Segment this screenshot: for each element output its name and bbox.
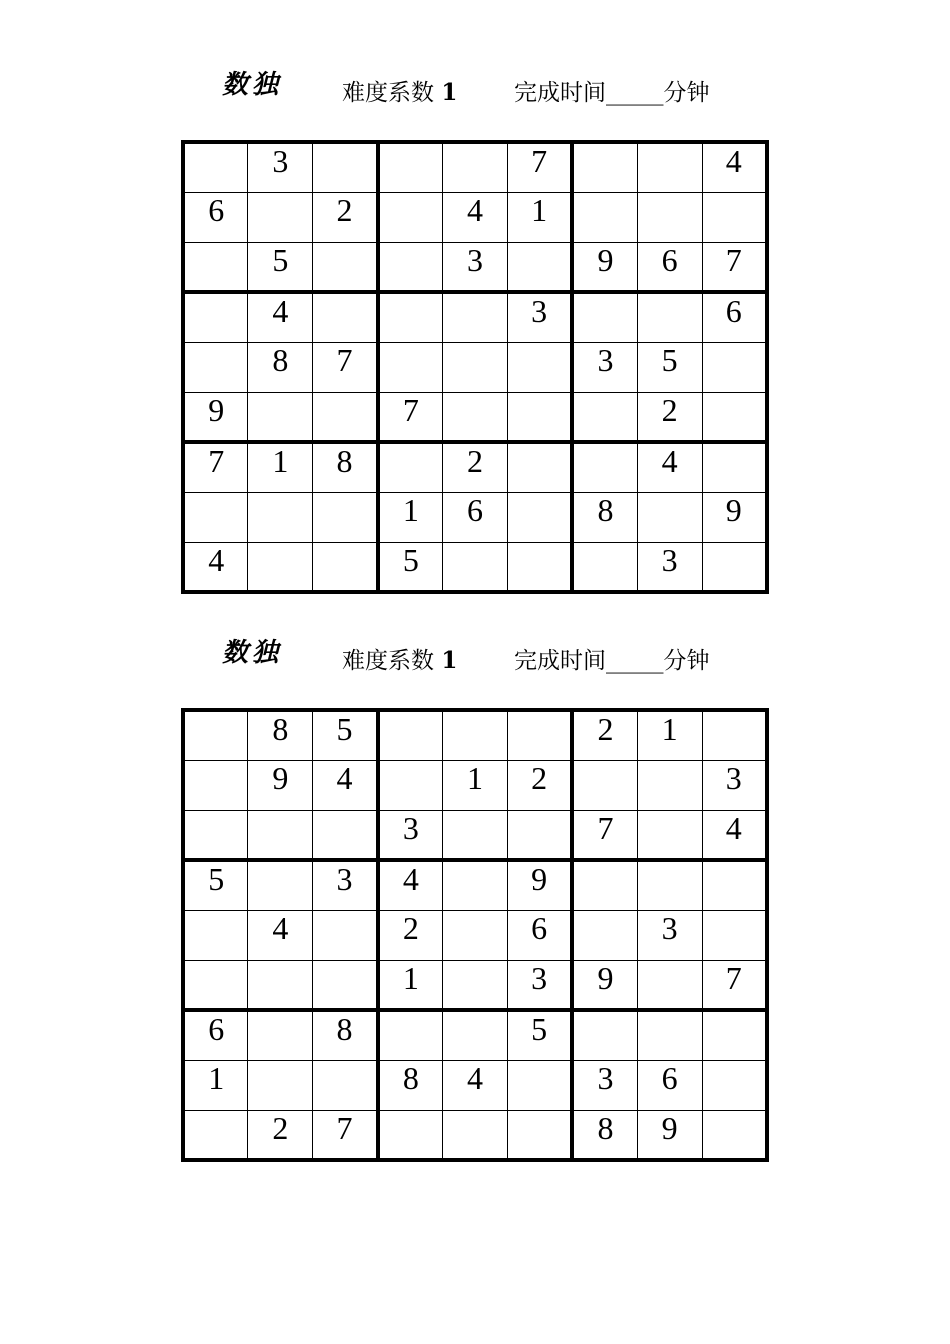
grid-cell[interactable] bbox=[572, 292, 637, 342]
grid-row bbox=[183, 342, 767, 392]
grid-cell[interactable] bbox=[183, 442, 248, 492]
cell-digit: 5 bbox=[402, 541, 419, 578]
grid-row bbox=[183, 392, 767, 442]
grid-cell[interactable] bbox=[507, 710, 572, 760]
cell-digit: 7 bbox=[336, 1109, 353, 1146]
grid-cell[interactable] bbox=[507, 1060, 572, 1110]
cell-digit: 9 bbox=[597, 959, 614, 996]
grid-cell[interactable] bbox=[507, 242, 572, 292]
grid-cell[interactable] bbox=[183, 860, 248, 910]
grid-cell[interactable] bbox=[637, 142, 702, 192]
grid-row bbox=[183, 192, 767, 242]
cell-digit: 3 bbox=[597, 1059, 614, 1096]
grid-cell[interactable] bbox=[572, 192, 637, 242]
completion-time-label: 完成时间_____分钟 bbox=[514, 80, 710, 106]
grid-cell[interactable] bbox=[183, 542, 248, 592]
grid-cell[interactable] bbox=[313, 242, 378, 292]
grid-cell[interactable] bbox=[378, 492, 443, 542]
grid-cell[interactable] bbox=[313, 192, 378, 242]
grid-cell[interactable] bbox=[702, 710, 767, 760]
cell-digit: 2 bbox=[336, 191, 353, 228]
grid-cell[interactable] bbox=[702, 242, 767, 292]
grid-cell[interactable] bbox=[313, 342, 378, 392]
cell-digit: 7 bbox=[336, 341, 353, 378]
grid-cell[interactable] bbox=[443, 1110, 508, 1160]
grid-cell[interactable] bbox=[572, 960, 637, 1010]
grid-cell[interactable] bbox=[378, 542, 443, 592]
grid-cell[interactable] bbox=[443, 192, 508, 242]
grid-cell[interactable] bbox=[507, 860, 572, 910]
cell-digit: 4 bbox=[272, 909, 289, 946]
difficulty-label bbox=[342, 74, 457, 107]
grid-cell[interactable] bbox=[378, 1060, 443, 1110]
cell-digit: 9 bbox=[208, 391, 225, 428]
completion-time-label: 完成时间_____分钟 bbox=[514, 648, 710, 674]
grid-cell[interactable] bbox=[507, 342, 572, 392]
grid-cell[interactable] bbox=[572, 910, 637, 960]
grid-cell[interactable] bbox=[378, 192, 443, 242]
grid-cell[interactable] bbox=[378, 142, 443, 192]
grid-cell[interactable] bbox=[702, 1010, 767, 1060]
grid-cell[interactable] bbox=[702, 860, 767, 910]
difficulty-value: 1 bbox=[441, 647, 458, 674]
cell-digit: 6 bbox=[208, 191, 225, 228]
grid-row bbox=[183, 1110, 767, 1160]
grid-cell[interactable] bbox=[443, 142, 508, 192]
grid-cell[interactable] bbox=[248, 292, 313, 342]
grid-cell[interactable] bbox=[572, 1110, 637, 1160]
grid-cell[interactable] bbox=[183, 960, 248, 1010]
grid-cell[interactable] bbox=[248, 910, 313, 960]
puzzle-header bbox=[0, 64, 950, 114]
grid-cell[interactable] bbox=[637, 960, 702, 1010]
grid-cell[interactable] bbox=[313, 910, 378, 960]
grid-cell[interactable] bbox=[637, 492, 702, 542]
grid-cell[interactable] bbox=[572, 392, 637, 442]
cell-digit: 3 bbox=[661, 909, 678, 946]
grid-cell[interactable] bbox=[507, 810, 572, 860]
difficulty-text: 难度系数 bbox=[342, 648, 434, 674]
grid-cell[interactable] bbox=[637, 810, 702, 860]
grid-cell[interactable] bbox=[637, 860, 702, 910]
grid-cell[interactable] bbox=[637, 442, 702, 492]
cell-digit: 7 bbox=[402, 391, 419, 428]
grid-cell[interactable] bbox=[248, 542, 313, 592]
grid-cell[interactable] bbox=[248, 1060, 313, 1110]
grid-cell[interactable] bbox=[183, 1060, 248, 1110]
grid-cell[interactable] bbox=[702, 342, 767, 392]
grid-cell[interactable] bbox=[702, 142, 767, 192]
grid-cell[interactable] bbox=[443, 542, 508, 592]
cell-digit: 1 bbox=[402, 959, 419, 996]
sudoku-grid bbox=[181, 140, 769, 594]
cell-digit: 6 bbox=[661, 1059, 678, 1096]
grid-cell[interactable] bbox=[507, 192, 572, 242]
cell-digit: 8 bbox=[597, 1109, 614, 1146]
grid-row bbox=[183, 710, 767, 760]
grid-cell[interactable] bbox=[378, 910, 443, 960]
grid-cell[interactable] bbox=[507, 760, 572, 810]
grid-cell[interactable] bbox=[378, 442, 443, 492]
grid-cell[interactable] bbox=[702, 1060, 767, 1110]
grid-cell[interactable] bbox=[183, 492, 248, 542]
grid-cell[interactable] bbox=[702, 810, 767, 860]
grid-cell[interactable] bbox=[443, 1010, 508, 1060]
grid-cell[interactable] bbox=[637, 1010, 702, 1060]
grid-cell[interactable] bbox=[572, 442, 637, 492]
cell-digit: 3 bbox=[272, 143, 289, 179]
puzzle-title: 数独 bbox=[222, 638, 283, 668]
grid-cell[interactable] bbox=[443, 960, 508, 1010]
grid-cell[interactable] bbox=[507, 1110, 572, 1160]
cell-digit: 9 bbox=[272, 759, 289, 796]
grid-cell[interactable] bbox=[313, 760, 378, 810]
grid-cell[interactable] bbox=[248, 860, 313, 910]
cell-digit: 1 bbox=[208, 1059, 225, 1096]
grid-cell[interactable] bbox=[637, 760, 702, 810]
grid-cell[interactable] bbox=[702, 292, 767, 342]
grid-row bbox=[183, 442, 767, 492]
grid-cell[interactable] bbox=[572, 710, 637, 760]
cell-digit: 7 bbox=[725, 959, 742, 996]
cell-digit: 4 bbox=[466, 191, 483, 228]
cell-digit: 3 bbox=[466, 241, 483, 278]
cell-digit: 7 bbox=[597, 809, 614, 846]
grid-cell[interactable] bbox=[702, 542, 767, 592]
cell-digit: 4 bbox=[208, 541, 225, 578]
grid-cell[interactable] bbox=[248, 192, 313, 242]
grid-cell[interactable] bbox=[183, 142, 248, 192]
grid-cell[interactable] bbox=[702, 910, 767, 960]
cell-digit: 3 bbox=[531, 959, 548, 996]
cell-digit: 6 bbox=[466, 491, 483, 528]
grid-cell[interactable] bbox=[378, 292, 443, 342]
grid-cell[interactable] bbox=[637, 1110, 702, 1160]
cell-digit: 8 bbox=[336, 443, 353, 479]
grid-cell[interactable] bbox=[313, 542, 378, 592]
grid-cell[interactable] bbox=[313, 142, 378, 192]
grid-cell[interactable] bbox=[183, 710, 248, 760]
grid-cell[interactable] bbox=[443, 292, 508, 342]
cell-digit: 1 bbox=[661, 711, 678, 747]
cell-digit: 1 bbox=[466, 759, 483, 796]
cell-digit: 1 bbox=[402, 491, 419, 528]
grid-cell[interactable] bbox=[572, 542, 637, 592]
grid-cell[interactable] bbox=[313, 710, 378, 760]
grid-cell[interactable] bbox=[572, 760, 637, 810]
cell-digit: 3 bbox=[336, 861, 353, 897]
puzzle-header bbox=[0, 632, 950, 682]
grid-cell[interactable] bbox=[637, 710, 702, 760]
grid-cell[interactable] bbox=[443, 810, 508, 860]
grid-row bbox=[183, 492, 767, 542]
grid-cell[interactable] bbox=[248, 242, 313, 292]
grid-cell[interactable] bbox=[637, 342, 702, 392]
grid-cell[interactable] bbox=[443, 492, 508, 542]
grid-cell[interactable] bbox=[313, 960, 378, 1010]
grid-cell[interactable] bbox=[248, 760, 313, 810]
grid-cell[interactable] bbox=[183, 392, 248, 442]
cell-digit: 6 bbox=[661, 241, 678, 278]
grid-cell[interactable] bbox=[507, 910, 572, 960]
grid-cell[interactable] bbox=[313, 392, 378, 442]
grid-cell[interactable] bbox=[248, 810, 313, 860]
grid-cell[interactable] bbox=[443, 710, 508, 760]
grid-cell[interactable] bbox=[443, 442, 508, 492]
grid-cell[interactable] bbox=[313, 492, 378, 542]
cell-digit: 3 bbox=[661, 541, 678, 578]
grid-cell[interactable] bbox=[378, 960, 443, 1010]
grid-cell[interactable] bbox=[637, 1060, 702, 1110]
cell-digit: 3 bbox=[597, 341, 614, 378]
cell-digit: 4 bbox=[336, 759, 353, 796]
grid-cell[interactable] bbox=[183, 760, 248, 810]
grid-cell[interactable] bbox=[507, 1010, 572, 1060]
grid-cell[interactable] bbox=[248, 442, 313, 492]
grid-row bbox=[183, 860, 767, 910]
cell-digit: 3 bbox=[402, 809, 419, 846]
difficulty-value: 1 bbox=[441, 79, 458, 106]
cell-digit: 7 bbox=[531, 143, 548, 179]
cell-digit: 4 bbox=[402, 861, 419, 897]
cell-digit: 5 bbox=[661, 341, 678, 378]
grid-row bbox=[183, 960, 767, 1010]
grid-cell[interactable] bbox=[443, 860, 508, 910]
cell-digit: 1 bbox=[272, 443, 289, 479]
grid-cell[interactable] bbox=[183, 910, 248, 960]
grid-cell[interactable] bbox=[702, 392, 767, 442]
cell-digit: 5 bbox=[531, 1011, 548, 1047]
grid-cell[interactable] bbox=[572, 342, 637, 392]
grid-cell[interactable] bbox=[702, 192, 767, 242]
difficulty-label bbox=[342, 642, 457, 675]
grid-cell[interactable] bbox=[378, 760, 443, 810]
cell-digit: 9 bbox=[725, 491, 742, 528]
grid-cell[interactable] bbox=[507, 492, 572, 542]
puzzle-title: 数独 bbox=[222, 70, 283, 100]
grid-row bbox=[183, 760, 767, 810]
grid-cell[interactable] bbox=[248, 392, 313, 442]
cell-digit: 8 bbox=[402, 1059, 419, 1096]
difficulty-text: 难度系数 bbox=[342, 80, 434, 106]
grid-cell[interactable] bbox=[637, 910, 702, 960]
grid-cell[interactable] bbox=[572, 142, 637, 192]
grid-cell[interactable] bbox=[443, 242, 508, 292]
grid-cell[interactable] bbox=[183, 810, 248, 860]
cell-digit: 8 bbox=[272, 711, 289, 747]
cell-digit: 5 bbox=[336, 711, 353, 747]
grid-cell[interactable] bbox=[378, 342, 443, 392]
grid-cell[interactable] bbox=[378, 1010, 443, 1060]
grid-cell[interactable] bbox=[572, 860, 637, 910]
grid-row bbox=[183, 1010, 767, 1060]
cell-digit: 4 bbox=[725, 809, 742, 846]
grid-cell[interactable] bbox=[572, 242, 637, 292]
grid-cell[interactable] bbox=[443, 342, 508, 392]
grid-cell[interactable] bbox=[507, 442, 572, 492]
grid-cell[interactable] bbox=[183, 292, 248, 342]
cell-digit: 4 bbox=[272, 293, 289, 329]
cell-digit: 4 bbox=[725, 143, 742, 179]
grid-cell[interactable] bbox=[637, 242, 702, 292]
grid-row bbox=[183, 810, 767, 860]
cell-digit: 1 bbox=[531, 191, 548, 228]
grid-cell[interactable] bbox=[637, 542, 702, 592]
grid-cell[interactable] bbox=[313, 1110, 378, 1160]
grid-cell[interactable] bbox=[248, 492, 313, 542]
cell-digit: 8 bbox=[597, 491, 614, 528]
grid-cell[interactable] bbox=[507, 142, 572, 192]
grid-cell[interactable] bbox=[507, 292, 572, 342]
grid-cell[interactable] bbox=[443, 392, 508, 442]
grid-cell[interactable] bbox=[313, 1010, 378, 1060]
grid-cell[interactable] bbox=[572, 1010, 637, 1060]
grid-cell[interactable] bbox=[702, 442, 767, 492]
grid-cell[interactable] bbox=[313, 442, 378, 492]
grid-cell[interactable] bbox=[507, 542, 572, 592]
grid-cell[interactable] bbox=[313, 1060, 378, 1110]
grid-cell[interactable] bbox=[443, 1060, 508, 1110]
grid-cell[interactable] bbox=[378, 710, 443, 760]
grid-cell[interactable] bbox=[313, 860, 378, 910]
grid-row bbox=[183, 142, 767, 192]
grid-cell[interactable] bbox=[248, 1110, 313, 1160]
grid-cell[interactable] bbox=[637, 292, 702, 342]
cell-digit: 9 bbox=[597, 241, 614, 278]
grid-row bbox=[183, 910, 767, 960]
cell-digit: 2 bbox=[661, 391, 678, 428]
cell-digit: 8 bbox=[272, 341, 289, 378]
cell-digit: 4 bbox=[466, 1059, 483, 1096]
grid-cell[interactable] bbox=[248, 710, 313, 760]
grid-cell[interactable] bbox=[183, 342, 248, 392]
grid-cell[interactable] bbox=[313, 810, 378, 860]
grid-cell[interactable] bbox=[702, 1110, 767, 1160]
cell-digit: 9 bbox=[661, 1109, 678, 1146]
grid-cell[interactable] bbox=[443, 910, 508, 960]
grid-cell[interactable] bbox=[313, 292, 378, 342]
cell-digit: 7 bbox=[208, 443, 225, 479]
grid-cell[interactable] bbox=[378, 242, 443, 292]
cell-digit: 6 bbox=[531, 909, 548, 946]
cell-digit: 7 bbox=[725, 241, 742, 278]
grid-row bbox=[183, 1060, 767, 1110]
grid-cell[interactable] bbox=[248, 142, 313, 192]
cell-digit: 6 bbox=[725, 293, 742, 329]
grid-cell[interactable] bbox=[702, 760, 767, 810]
cell-digit: 3 bbox=[725, 759, 742, 796]
cell-digit: 5 bbox=[272, 241, 289, 278]
cell-digit: 8 bbox=[336, 1011, 353, 1047]
cell-digit: 2 bbox=[466, 443, 483, 479]
cell-digit: 2 bbox=[272, 1109, 289, 1146]
cell-digit: 2 bbox=[597, 711, 614, 747]
cell-digit: 2 bbox=[402, 909, 419, 946]
cell-digit: 2 bbox=[531, 759, 548, 796]
grid-cell[interactable] bbox=[183, 1110, 248, 1160]
grid-cell[interactable] bbox=[378, 1110, 443, 1160]
grid-row bbox=[183, 292, 767, 342]
grid-row bbox=[183, 542, 767, 592]
grid-cell[interactable] bbox=[183, 242, 248, 292]
cell-digit: 4 bbox=[661, 443, 678, 479]
cell-digit: 5 bbox=[208, 861, 225, 897]
grid-cell[interactable] bbox=[378, 392, 443, 442]
grid-cell[interactable] bbox=[702, 960, 767, 1010]
grid-cell[interactable] bbox=[378, 860, 443, 910]
grid-cell[interactable] bbox=[572, 1060, 637, 1110]
grid-cell[interactable] bbox=[507, 960, 572, 1010]
grid-cell[interactable] bbox=[248, 1010, 313, 1060]
sudoku-grid bbox=[181, 708, 769, 1162]
grid-cell[interactable] bbox=[248, 960, 313, 1010]
grid-cell[interactable] bbox=[378, 810, 443, 860]
grid-cell[interactable] bbox=[507, 392, 572, 442]
grid-cell[interactable] bbox=[183, 192, 248, 242]
grid-cell[interactable] bbox=[702, 492, 767, 542]
grid-cell[interactable] bbox=[572, 492, 637, 542]
grid-cell[interactable] bbox=[637, 192, 702, 242]
grid-cell[interactable] bbox=[443, 760, 508, 810]
grid-cell[interactable] bbox=[637, 392, 702, 442]
grid-cell[interactable] bbox=[183, 1010, 248, 1060]
cell-digit: 6 bbox=[208, 1011, 225, 1047]
grid-row bbox=[183, 242, 767, 292]
cell-digit: 3 bbox=[531, 293, 548, 329]
grid-cell[interactable] bbox=[248, 342, 313, 392]
cell-digit: 9 bbox=[531, 861, 548, 897]
grid-cell[interactable] bbox=[572, 810, 637, 860]
